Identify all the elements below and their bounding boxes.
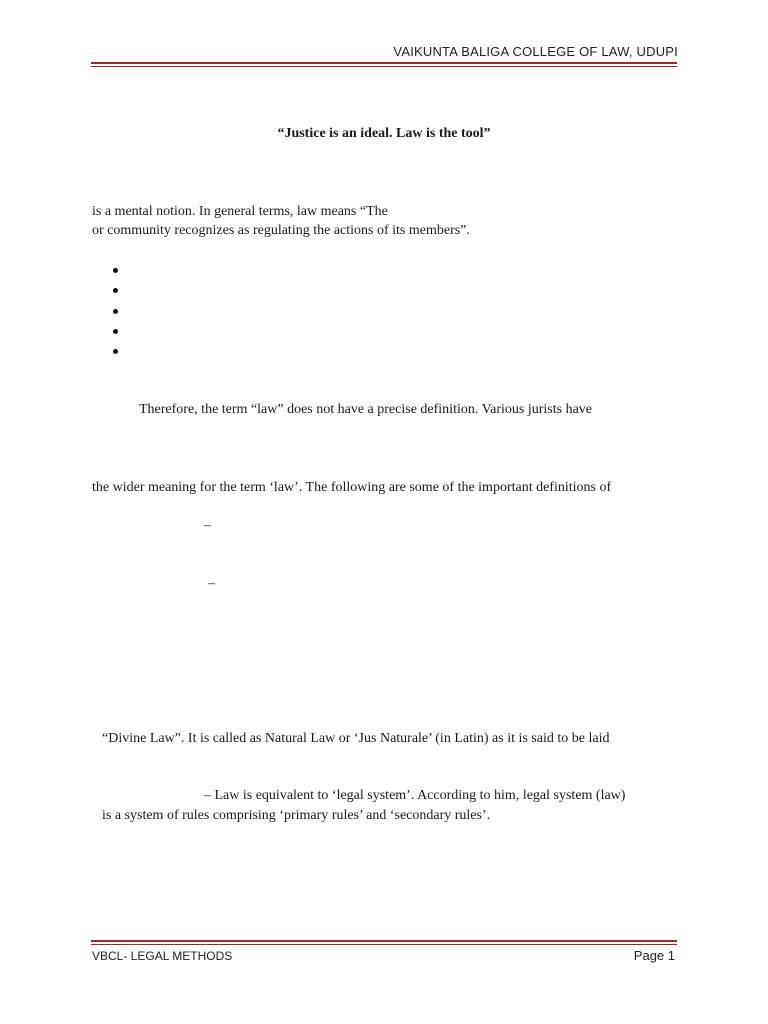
header-rule-thin — [91, 66, 677, 67]
header-rule-thick — [91, 62, 677, 64]
footer-course-name: VBCL- LEGAL METHODS — [92, 949, 233, 963]
hart-definition-line2: is a system of rules comprising ‘primary rules’ and ‘secondary rules’. — [102, 808, 491, 823]
definition-dash-1: – — [204, 518, 211, 533]
footer-page-number: Page 1 — [633, 948, 675, 963]
footer-rule-thin — [91, 944, 677, 945]
paragraph1-line2: or community recognizes as regulating the actions of its members”. — [92, 223, 470, 238]
paragraph3-line1: the wider meaning for the term ‘law’. The following are some of the important definitions of — [92, 480, 612, 495]
paragraph2-line1: Therefore, the term “law” does not have a precise definition. Various jurists have — [139, 402, 593, 417]
hart-definition-line1: – Law is equivalent to ‘legal system’. According to him, legal system (law) — [204, 788, 626, 803]
paragraph1-line1: is a mental notion. In general terms, law means “The — [92, 204, 388, 219]
footer-rule-thick — [91, 940, 677, 942]
header-college-name: VAIKUNTA BALIGA COLLEGE OF LAW, UDUPI — [393, 44, 678, 59]
definition-dash-2: – — [208, 576, 215, 591]
natural-law-line: “Divine Law”. It is called as Natural Law or ‘Jus Naturale’ (in Latin) as it is said to be laid — [102, 731, 610, 746]
page-title-quote: “Justice is an ideal. Law is the tool” — [277, 126, 491, 141]
